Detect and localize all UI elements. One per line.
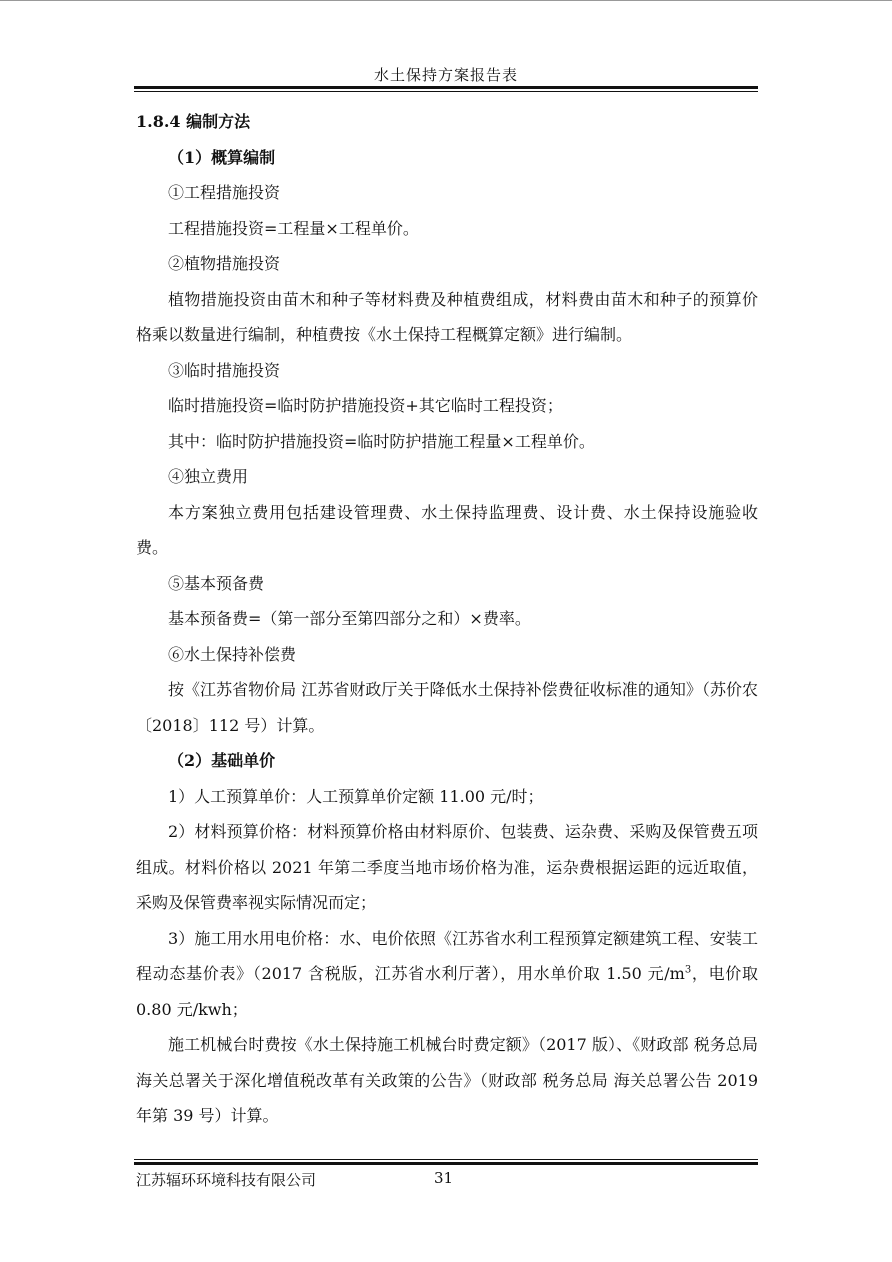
paragraph: 临时措施投资=临时防护措施投资+其它临时工程投资； <box>168 396 563 415</box>
footer-rule-thin <box>134 1159 758 1160</box>
subsection-heading: （1）概算编制 <box>168 147 276 167</box>
header-rule-thick <box>134 86 758 89</box>
paragraph: 2）材料预算价格：材料预算价格由材料原价、包装费、运杂费、采购及保管费五项组成。材料价格以 2021 年第二季度当地市场价格为准，运杂费根据运距的远近取值，采购及保管费率视实际情况而定； <box>136 822 758 912</box>
paragraph: 基本预备费=（第一部分至第四部分之和）×费率。 <box>168 609 531 628</box>
paragraph: 本方案独立费用包括建设管理费、水土保持监理费、设计费、水土保持设施验收费。 <box>136 502 758 557</box>
paragraph-text: 3）施工用水用电价格：水、电价依照《江苏省水利工程预算定额建筑工程、安装工程动态基价表》（2017 含税版，江苏省水利厅著），用水单价取 1.50 元/m <box>136 928 758 983</box>
document-body <box>136 104 758 1134</box>
header-title: 水土保持方案报告表 <box>373 66 518 84</box>
paragraph: 其中：临时防护措施投资=临时防护措施工程量×工程单价。 <box>168 431 595 451</box>
paragraph-text: ，电价取 0.80 元/kwh； <box>136 964 758 1019</box>
item-heading: ⑤基本预备费 <box>168 573 265 593</box>
footer-rule-thick <box>134 1162 758 1165</box>
paragraph: 按《江苏省物价局 江苏省财政厅关于降低水土保持补偿费征收标准的通知》（苏价农〔2018〕112 号）计算。 <box>136 680 758 735</box>
superscript: 3 <box>684 964 692 976</box>
footer-company: 江苏辐环环境科技有限公司 <box>136 1171 317 1189</box>
paragraph: 1）人工预算单价：人工预算单价定额 11.00 元/时； <box>168 786 544 806</box>
item-heading: ⑥水土保持补偿费 <box>168 644 297 664</box>
paragraph: 施工机械台时费按《水土保持施工机械台时费定额》（2017 版）、《财政部 税务总局 海关总署关于深化增值税改革有关政策的公告》（财政部 税务总局 海关总署公告 2019 年第 39 号）计算。 <box>136 1035 758 1125</box>
item-heading: ④独立费用 <box>168 467 249 486</box>
page-number: 31 <box>434 1169 454 1187</box>
paragraph: 植物措施投资由苗木和种子等材料费及种植费组成，材料费由苗木和种子的预算价格乘以数量进行编制，种植费按《水土保持工程概算定额》进行编制。 <box>136 289 758 344</box>
item-heading: ③临时措施投资 <box>168 360 281 380</box>
page-edge <box>0 0 892 1</box>
header-rule-thin <box>134 91 758 92</box>
paragraph <box>136 921 758 1028</box>
subsection-heading: （2）基础单价 <box>168 751 276 770</box>
section-title: 1.8.4 编制方法 <box>136 112 251 131</box>
item-heading: ②植物措施投资 <box>168 254 281 273</box>
paragraph: 工程措施投资=工程量×工程单价。 <box>168 218 419 238</box>
item-heading: ①工程措施投资 <box>168 183 281 202</box>
